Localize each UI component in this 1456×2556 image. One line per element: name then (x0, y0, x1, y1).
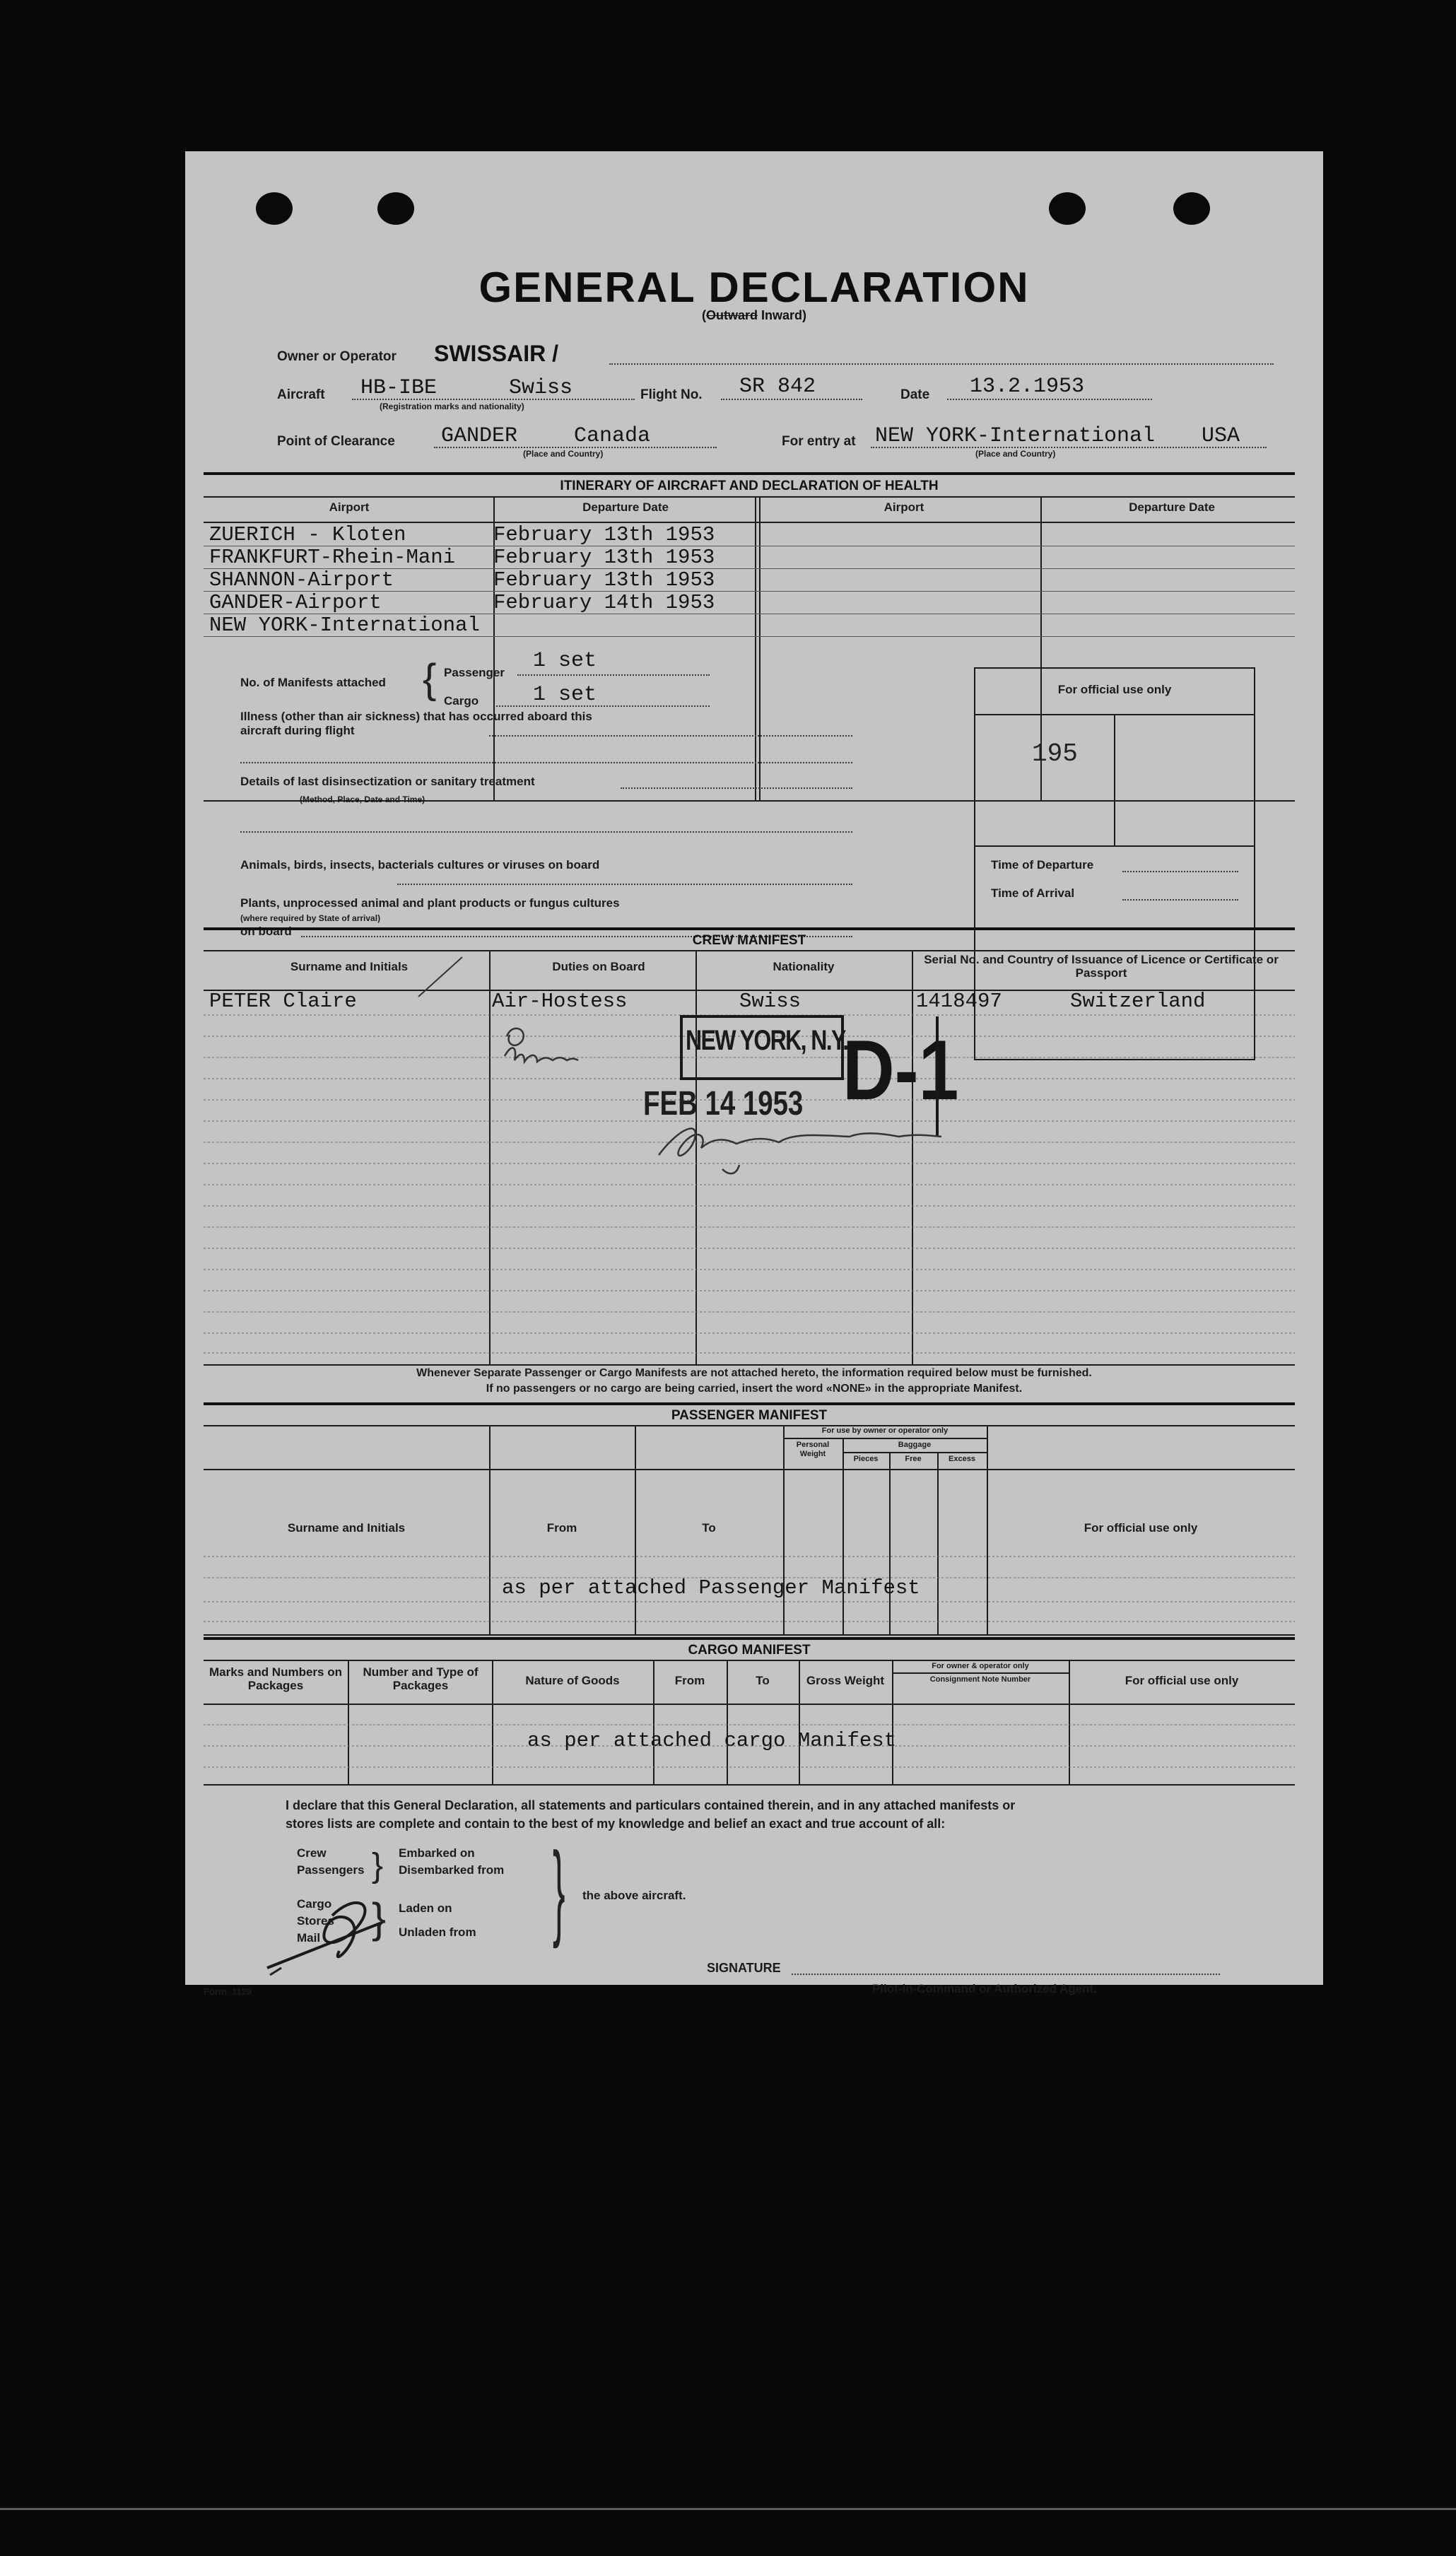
manifests-brace: { (423, 656, 437, 702)
itinerary-airport-1: ZUERICH - Kloten (209, 523, 406, 546)
crew-name: PETER Claire (209, 990, 357, 1013)
passenger-header-name: Surname and Initials (287, 1521, 406, 1535)
itinerary-date-2: February 13th 1953 (493, 546, 715, 569)
itinerary-airport-5: NEW YORK-International (209, 614, 480, 637)
cargo-owner-note: For owner & operator only (932, 1662, 1029, 1670)
itinerary-date-1: February 13th 1953 (493, 523, 715, 546)
decl-passengers: Passengers (297, 1863, 365, 1877)
decl-embarked: Embarked on (399, 1846, 475, 1860)
aircraft-nationality: Swiss (509, 376, 573, 400)
crew-header-nationality: Nationality (773, 960, 835, 973)
date-value: 13.2.1953 (970, 375, 1085, 399)
crew-header-serial: Serial No. and Country of Issuance of Licence or Certificate or Passport (924, 953, 1279, 980)
decl-mail: Mail (297, 1931, 321, 1945)
itinerary-date-3: February 13th 1953 (493, 568, 715, 592)
disinsect-label: Details of last disinsectization or sanitary treatment (240, 775, 535, 788)
passenger-typed-note: as per attached Passenger Manifest (502, 1576, 920, 1600)
title-subtitle: (Outward Inward) (701, 308, 807, 322)
entry-place: NEW YORK-International (875, 424, 1156, 448)
declaration-line-2: stores lists are complete and contain to the best of my knowledge and belief an exact and true account of all: (286, 1817, 946, 1831)
owner-value: SWISSAIR / (434, 341, 559, 366)
itinerary-header-date-2: Departure Date (1129, 500, 1215, 514)
itinerary-date-4: February 14th 1953 (493, 591, 715, 614)
illness-label: Illness (other than air sickness) that has occurred aboard this aircraft during flight (240, 710, 592, 737)
entry-note: (Place and Country) (975, 449, 1056, 459)
itinerary-header-airport-2: Airport (883, 500, 924, 514)
passenger-header-from: From (546, 1521, 577, 1535)
owner-label: Owner or Operator (277, 349, 397, 364)
entry-country: USA (1202, 424, 1240, 448)
passenger-free: Free (905, 1455, 922, 1463)
clearance-country: Canada (574, 424, 651, 448)
aircraft-label: Aircraft (277, 387, 325, 402)
crew-header-name: Surname and Initials (290, 960, 409, 973)
stamp-city: NEW YORK, N.Y. (686, 1025, 848, 1056)
itinerary-airport-3: SHANNON-Airport (209, 568, 394, 592)
cargo-header-marks: Marks and Numbers on Packages (209, 1665, 342, 1692)
stamp-code: D-1 (843, 1023, 959, 1118)
crew-nationality: Swiss (739, 990, 802, 1013)
notice-line-1: Whenever Separate Passenger or Cargo Manifests are not attached hereto, the information required below must be furnished. (416, 1367, 1092, 1379)
signature-caption: Pilot-in-Command or Authorized Agent. (872, 1982, 1097, 1995)
cargo-header-gross-weight: Gross Weight (806, 1674, 885, 1687)
declaration-line-1: I declare that this General Declaration, all statements and particulars contained therein, and in any attached manifests or (286, 1798, 1016, 1812)
clearance-note: (Place and Country) (523, 449, 604, 459)
decl-stores: Stores (297, 1914, 334, 1928)
crew-title: CREW MANIFEST (692, 933, 806, 948)
decl-unladen: Unladen from (399, 1925, 476, 1939)
plants-note: (where required by State of arrival) (240, 913, 381, 923)
decl-brace-big: } (553, 1830, 565, 1949)
crew-header-duties: Duties on Board (552, 960, 645, 973)
passenger-pieces: Pieces (853, 1455, 879, 1463)
passenger-personal-weight: Personal Weight (796, 1441, 830, 1458)
entry-label: For entry at (782, 434, 856, 449)
passenger-owner-note: For use by owner or operator only (821, 1426, 949, 1435)
cargo-consignment: Consignment Note Number (929, 1675, 1031, 1684)
itinerary-airport-2: FRANKFURT-Rhein-Mani (209, 546, 456, 569)
cargo-manifest-value: 1 set (533, 683, 597, 707)
plants-tail: on board (240, 925, 292, 938)
crew-duty: Air-Hostess (492, 990, 628, 1013)
passenger-manifest-value: 1 set (533, 649, 597, 673)
cargo-header-number: Number and Type of Packages (363, 1665, 479, 1692)
passenger-baggage: Baggage (898, 1441, 932, 1449)
passenger-manifest-label: Passenger (444, 666, 505, 679)
signature-label: SIGNATURE (707, 1961, 781, 1975)
passenger-excess: Excess (949, 1455, 975, 1463)
flight-label: Flight No. (640, 387, 703, 402)
cargo-typed-note: as per attached cargo Manifest (527, 1729, 897, 1752)
clearance-label: Point of Clearance (277, 434, 395, 449)
decl-brace-1: } (372, 1847, 384, 1884)
stamp-date: FEB 14 1953 (643, 1085, 804, 1122)
aircraft-registration: HB-IBE (360, 376, 438, 400)
crew-serial: 1418497 (916, 990, 1002, 1013)
clearance-place: GANDER (441, 424, 518, 448)
decl-laden: Laden on (399, 1901, 452, 1915)
time-departure-label: Time of Departure (991, 858, 1094, 872)
cargo-title: CARGO MANIFEST (688, 1643, 811, 1658)
subtitle-inward: Inward (761, 308, 803, 322)
form-title: GENERAL DECLARATION (479, 264, 1030, 311)
cargo-header-to: To (756, 1674, 770, 1687)
cargo-header-nature: Nature of Goods (525, 1674, 620, 1687)
cargo-header-from: From (674, 1674, 705, 1687)
animals-label: Animals, birds, insects, bacterials cultures or viruses on board (240, 858, 600, 872)
notice-line-2: If no passengers or no cargo are being carried, insert the word «NONE» in the appropriate Manifest. (486, 1383, 1023, 1395)
decl-cargo: Cargo (297, 1897, 332, 1911)
itinerary-header-date-1: Departure Date (582, 500, 669, 514)
manifests-label: No. of Manifests attached (240, 676, 386, 689)
passenger-header-to: To (702, 1521, 716, 1535)
itinerary-header-airport-1: Airport (329, 500, 370, 514)
official-use-title: For official use only (1057, 683, 1172, 696)
disinsect-note: (Method, Place, Date and Time) (300, 795, 425, 804)
form-number: Form. 1129 (204, 1986, 252, 1997)
crew-country: Switzerland (1070, 990, 1206, 1013)
passenger-header-official: For official use only (1084, 1521, 1198, 1535)
aircraft-note: (Registration marks and nationality) (380, 401, 524, 411)
itinerary-airport-4: GANDER-Airport (209, 591, 382, 614)
plants-label: Plants, unprocessed animal and plant products or fungus cultures (240, 896, 620, 910)
decl-above-aircraft: the above aircraft. (582, 1889, 686, 1902)
subtitle-outward: Outward (705, 308, 758, 322)
decl-crew: Crew (297, 1846, 327, 1860)
time-arrival-label: Time of Arrival (991, 886, 1075, 900)
passenger-title: PASSENGER MANIFEST (671, 1408, 828, 1423)
cargo-manifest-label: Cargo (444, 694, 479, 708)
itinerary-title: ITINERARY OF AIRCRAFT AND DECLARATION OF HEALTH (560, 479, 939, 493)
decl-disembarked: Disembarked from (399, 1863, 505, 1877)
flight-value: SR 842 (739, 375, 816, 399)
official-number: 195 (1032, 739, 1078, 768)
decl-brace-2: } (372, 1894, 387, 1942)
cargo-header-official: For official use only (1125, 1674, 1239, 1687)
date-label: Date (900, 387, 930, 402)
